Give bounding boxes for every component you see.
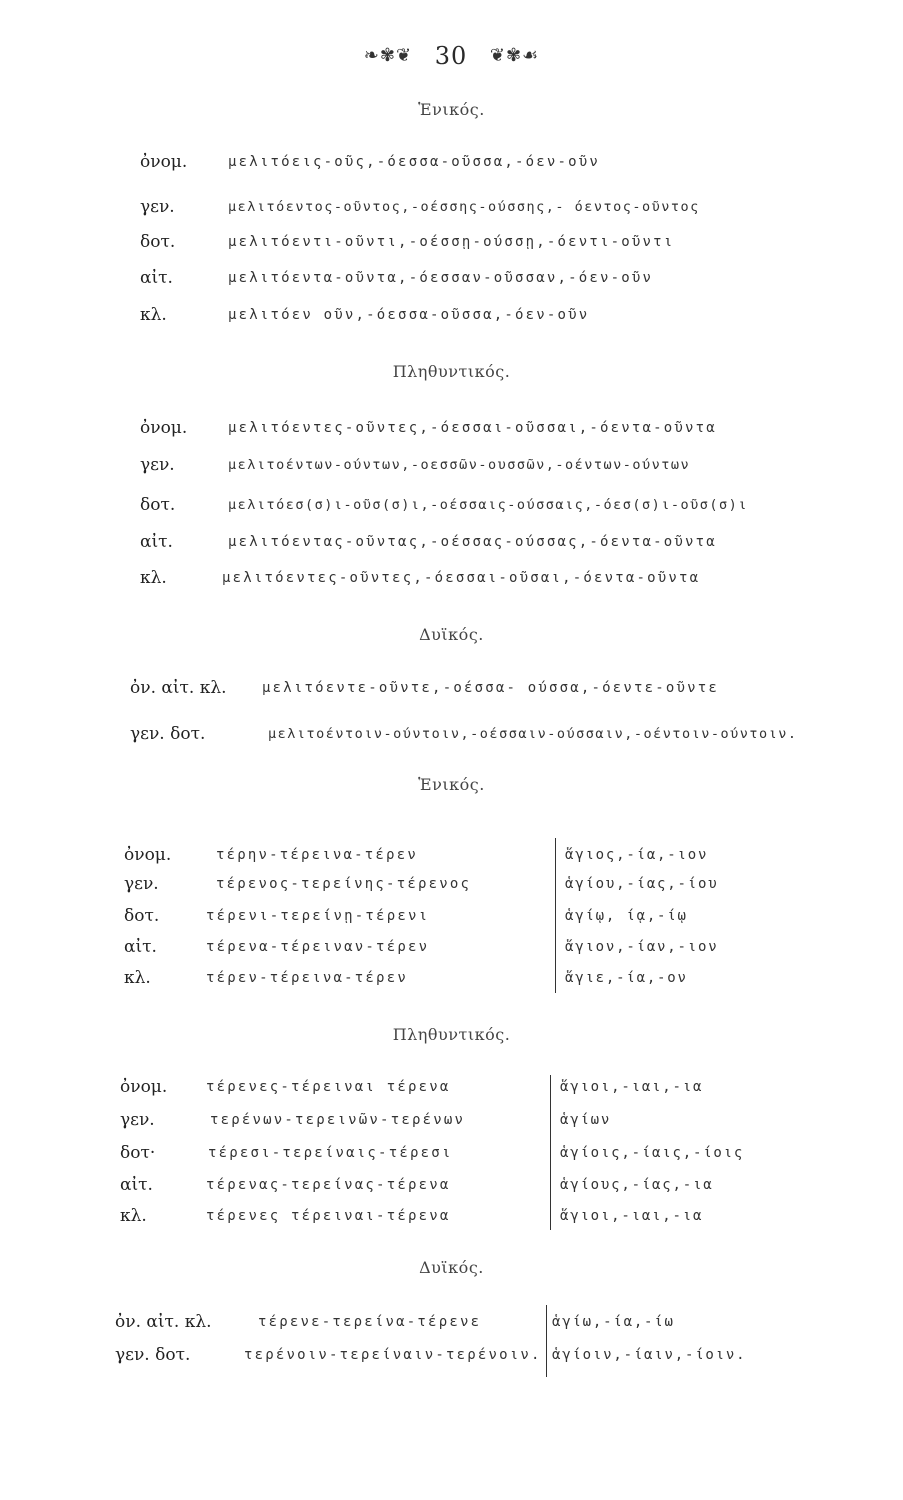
- case-label: γεν.: [140, 455, 175, 475]
- left-ornament: ❧✾❦: [363, 45, 413, 66]
- case-label: κλ.: [124, 968, 151, 988]
- word-form: τέρενι-τερείνῃ-τέρενι: [206, 908, 430, 924]
- case-label: αἰτ.: [120, 1175, 153, 1195]
- word-form: τερένων-τερεινῶν-τερένων: [210, 1112, 466, 1128]
- column-divider: [555, 838, 556, 993]
- column-divider: [546, 1305, 547, 1377]
- case-label: ὀνομ.: [140, 152, 188, 172]
- comparison-form: ἁγίῳ, ίᾳ,-ίῳ: [565, 908, 688, 924]
- case-label: γεν.: [120, 1110, 155, 1130]
- word-form: τέρην-τέρεινα-τέρεν: [216, 847, 418, 863]
- word-form: μελιτόεν οῦν,-όεσσα-οῦσσα,-όεν-οῦν: [228, 307, 590, 323]
- word-form: τέρενα-τέρειναν-τέρεν: [206, 939, 430, 955]
- comparison-form: ἅγιον,-ίαν,-ιον: [565, 939, 719, 955]
- word-form: τέρενος-τερείνης-τέρενος: [216, 876, 472, 892]
- case-label: δοτ·: [120, 1143, 156, 1163]
- comparison-form: ἁγίου,-ίας,-ίου: [565, 876, 719, 892]
- case-label: ὀνομ.: [120, 1077, 168, 1097]
- comparison-form: ἅγιοι,-ιαι,-ια: [560, 1079, 704, 1095]
- comparison-form: ἁγίοις,-ίαις,-ίοις: [560, 1145, 745, 1161]
- word-form: τέρενες-τέρειναι τέρενα: [206, 1079, 451, 1095]
- comparison-form: ἁγίων: [560, 1112, 612, 1128]
- case-label: γεν. δοτ.: [115, 1345, 191, 1365]
- section-title-plural-2: Πληθυντικός.: [392, 1025, 511, 1044]
- column-divider: [550, 1075, 551, 1230]
- section-title-dual-2: Δυϊκός.: [419, 1258, 484, 1277]
- case-label: αἰτ.: [140, 268, 173, 288]
- word-form: μελιτόεσ(σ)ι-οῦσ(σ)ι,-οέσσαις-ούσσαις,-όεσ(σ)ι-οῦσ(σ)ι: [228, 497, 748, 513]
- comparison-form: ἁγίους,-ίας,-ια: [560, 1177, 714, 1193]
- comparison-form: ἁγίω,-ία,-ίω: [552, 1314, 675, 1330]
- word-form: μελιτοέντοιν-ούντοιν,-οέσσαιν-ούσσαιν,-οέντοιν-ούντοιν.: [268, 726, 798, 742]
- comparison-form: ἁγίοιν,-ίαιν,-ίοιν.: [552, 1347, 747, 1363]
- case-label: αἰτ.: [140, 532, 173, 552]
- section-title-dual-1: Δυϊκός.: [419, 625, 484, 644]
- word-form: τερένοιν-τερείναιν-τερένοιν.: [244, 1347, 542, 1363]
- case-label: γεν.: [140, 197, 175, 217]
- case-label: ὀν. αἰτ. κλ.: [130, 678, 227, 698]
- word-form: μελιτόεντος-οῦντος,-οέσσης-ούσσης,- όεντος-οῦντος: [228, 199, 700, 215]
- word-form: μελιτοέντων-ούντων,-οεσσῶν-ουσσῶν,-οέντων-ούντων: [228, 457, 691, 473]
- comparison-form: ἅγιοι,-ιαι,-ια: [560, 1208, 704, 1224]
- comparison-form: ἅγιος,-ία,-ιον: [565, 847, 709, 863]
- case-label: αἰτ.: [124, 937, 157, 957]
- right-ornament: ❦✾☙: [489, 45, 540, 66]
- section-title-plural-1: Πληθυντικός.: [392, 362, 511, 381]
- case-label: κλ.: [140, 305, 167, 325]
- word-form: τέρεν-τέρεινα-τέρεν: [206, 970, 408, 986]
- word-form: μελιτόεντες-οῦντες,-όεσσαι-οῦσσαι,-όεντα-οῦντα: [228, 420, 717, 436]
- case-label: κλ.: [120, 1206, 147, 1226]
- word-form: τέρενες τέρειναι-τέρενα: [206, 1208, 451, 1224]
- page-header: [0, 40, 903, 70]
- case-label: ὀνομ.: [124, 845, 172, 865]
- case-label: δοτ.: [140, 232, 176, 252]
- case-label: δοτ.: [124, 906, 160, 926]
- word-form: μελιτόεντι-οῦντι,-οέσσῃ-ούσσῃ,-όεντι-οῦντι: [228, 234, 675, 250]
- case-label: ὀν. αἰτ. κλ.: [115, 1312, 212, 1332]
- case-label: ὀνομ.: [140, 418, 188, 438]
- word-form: μελιτόεις-οῦς,-όεσσα-οῦσσα,-όεν-οῦν: [228, 154, 601, 170]
- case-label: κλ.: [140, 568, 167, 588]
- word-form: τέρεσι-τερείναις-τέρεσι: [208, 1145, 453, 1161]
- comparison-form: ἅγιε,-ία,-ον: [565, 970, 688, 986]
- word-form: μελιτόεντε-οῦντε,-οέσσα- ούσσα,-όεντε-οῦντε: [262, 680, 720, 696]
- page-number: 30: [434, 41, 468, 70]
- word-form: μελιτόεντες-οῦντες,-όεσσαι-οῦσαι,-όεντα-οῦντα: [222, 570, 701, 586]
- case-label: γεν. δοτ.: [130, 724, 206, 744]
- word-form: τέρενε-τερείνα-τέρενε: [258, 1314, 482, 1330]
- word-form: τέρενας-τερείνας-τέρενα: [206, 1177, 451, 1193]
- section-title-singular-1: Ἑνικός.: [418, 100, 485, 119]
- case-label: δοτ.: [140, 495, 176, 515]
- case-label: γεν.: [124, 874, 159, 894]
- word-form: μελιτόεντας-οῦντας,-οέσσας-ούσσας,-όεντα-οῦντα: [228, 534, 717, 550]
- word-form: μελιτόεντα-οῦντα,-όεσσαν-οῦσσαν,-όεν-οῦν: [228, 270, 654, 286]
- section-title-singular-2: Ἑνικός.: [418, 775, 485, 794]
